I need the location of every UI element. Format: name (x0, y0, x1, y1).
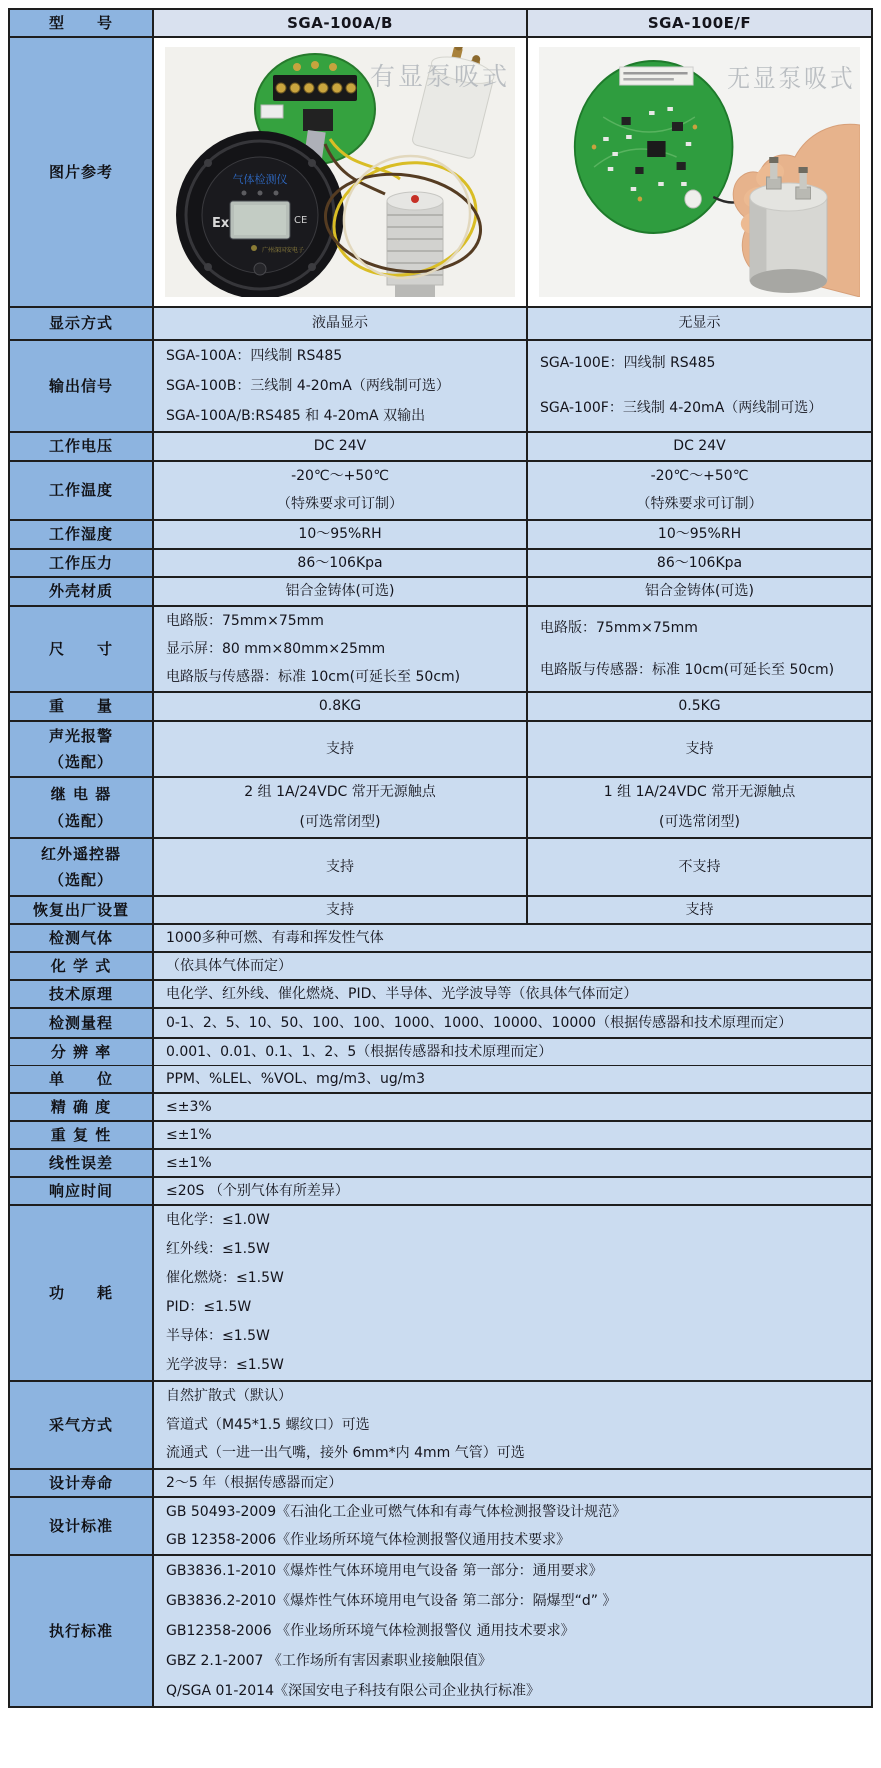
row-label-line: 重 量 (48, 697, 113, 716)
spec-cell (526, 341, 871, 431)
row-label (10, 462, 152, 519)
cell-line: 光学波导：≤1.5W (166, 1357, 284, 1374)
row-label (10, 722, 152, 776)
cell-line: 电路版：75mm×75mm (166, 612, 324, 629)
spec-row (10, 1468, 871, 1496)
sensor-illustration (387, 192, 443, 297)
row-label-line: 功 耗 (48, 1283, 113, 1302)
spec-cell (152, 1039, 871, 1065)
spec-cell (152, 521, 526, 548)
spec-table (8, 8, 873, 1708)
row-label (10, 981, 152, 1007)
spec-row (10, 776, 871, 837)
spec-cell (526, 778, 871, 837)
row-label (10, 1094, 152, 1120)
row-label-line: 继 电 器 (50, 785, 112, 804)
row-label-line: 外壳材质 (48, 582, 113, 601)
row-label (10, 778, 152, 837)
photo-label: 图片参考 (48, 162, 113, 181)
spec-cell (526, 433, 871, 460)
cell-line: (可选常闭型) (299, 813, 381, 830)
row-label (10, 1122, 152, 1148)
row-label-line: 尺 寸 (48, 639, 113, 658)
cell-line: 电路版与传感器：标准 10cm(可延长至 50cm) (540, 661, 835, 678)
cell-line: 2 组 1A/24VDC 常开无源触点 (244, 784, 436, 801)
spec-row (10, 1064, 871, 1092)
spec-cell (526, 578, 871, 605)
ce-mark-text: CE (294, 215, 308, 226)
cell-line: 铝合金铸体(可选) (645, 583, 754, 600)
row-label (10, 1178, 152, 1204)
spec-cell (152, 1094, 871, 1120)
cell-line: SGA-100E：四线制 RS485 (540, 355, 716, 372)
cell-line: 不支持 (678, 858, 721, 875)
cell-line: 红外线：≤1.5W (166, 1241, 270, 1258)
cell-line: （依具体气体而定） (166, 957, 292, 974)
spec-cell (152, 550, 526, 576)
spec-row (10, 460, 871, 519)
cell-line: PID：≤1.5W (166, 1299, 252, 1316)
model-label: 型 号 (48, 14, 113, 32)
row-label (10, 925, 152, 951)
spec-cell (152, 1206, 871, 1380)
row-label-line: 工作温度 (48, 481, 113, 500)
photo-illustration-left (165, 47, 515, 297)
spec-row (10, 339, 871, 431)
cell-line: 1000多种可燃、有毒和挥发性气体 (166, 929, 384, 946)
cell-line: ≤20S （个别气体有所差异） (166, 1182, 349, 1199)
cell-line: 2～5 年（根据传感器而定） (166, 1474, 343, 1491)
cell-line: 自然扩散式（默认） (166, 1387, 292, 1404)
cell-line: 支持 (326, 901, 354, 918)
row-label-line: 技术原理 (48, 985, 113, 1003)
cell-line: 显示屏：80 mm×80mm×25mm (166, 640, 386, 657)
spec-cell (526, 462, 871, 519)
cell-line: ≤±3% (166, 1098, 212, 1115)
cell-line: 86～106Kpa (656, 554, 743, 571)
cell-line: DC 24V (313, 438, 367, 455)
spec-cell (152, 693, 526, 720)
row-label-line: 设计标准 (48, 1516, 113, 1535)
spec-cell (526, 722, 871, 776)
row-label-line: 单 位 (48, 1070, 113, 1088)
spec-row (10, 1176, 871, 1204)
cell-line: 半导体：≤1.5W (166, 1328, 270, 1345)
row-label (10, 1039, 152, 1065)
spec-cell (526, 308, 871, 339)
cell-line: 电化学：≤1.0W (166, 1212, 270, 1229)
photo-illustration-right (539, 47, 860, 297)
spec-cell (152, 1498, 871, 1554)
spec-row (10, 519, 871, 548)
spec-row (10, 1380, 871, 1468)
row-label-line: 设计寿命 (48, 1474, 113, 1492)
spec-cell (152, 433, 526, 460)
product-photo-sga100ab (152, 38, 526, 306)
row-label-line: 显示方式 (48, 314, 113, 333)
spec-row (10, 691, 871, 720)
spec-cell (152, 953, 871, 979)
spec-cell (152, 1122, 871, 1148)
detector-title-text: 气体检测仪 (232, 173, 288, 186)
cell-line: ≤±1% (166, 1126, 212, 1143)
cell-line: GB12358-2006 《作业场所环境气体检测报警仪 通用技术要求》 (166, 1622, 575, 1639)
row-label-line: 工作湿度 (48, 525, 113, 544)
spec-cell (526, 693, 871, 720)
cell-line: (可选常闭型) (659, 813, 740, 830)
spec-row (10, 720, 871, 776)
spec-row (10, 306, 871, 339)
model-header-ab (152, 10, 526, 36)
row-label (10, 1382, 152, 1468)
model-header-ef (526, 10, 871, 36)
watermark-left: 有显泵吸式 (369, 62, 510, 91)
spec-cell (152, 462, 526, 519)
row-label-line: 声光报警 (48, 726, 113, 745)
cell-line: 86～106Kpa (297, 554, 383, 571)
spec-cell (152, 341, 526, 431)
row-label-line: 工作压力 (48, 554, 113, 572)
model-name: SGA-100E/F (647, 14, 752, 33)
spec-row (10, 1007, 871, 1037)
cell-line: 管道式（M45*1.5 螺纹口）可选 (166, 1416, 370, 1433)
spec-row (10, 1148, 871, 1176)
row-label (10, 897, 152, 923)
cell-line: 支持 (685, 901, 714, 918)
row-label-line: 重 复 性 (50, 1126, 112, 1144)
spec-cell (152, 607, 526, 691)
cell-line: 10～95%RH (657, 526, 742, 543)
spec-row (10, 895, 871, 923)
row-label (10, 341, 152, 431)
spec-row (10, 923, 871, 951)
spec-cell (152, 981, 871, 1007)
row-label-line: 输出信号 (48, 376, 113, 395)
row-label-line: 检测量程 (48, 1013, 113, 1032)
cell-line: GB 50493-2009《石油化工企业可燃气体和有毒气体检测报警设计规范》 (166, 1503, 627, 1520)
cell-line: 液晶显示 (312, 315, 368, 332)
row-label-line: 恢复出厂设置 (32, 901, 129, 919)
model-name: SGA-100A/B (287, 14, 393, 33)
spec-row (10, 1092, 871, 1120)
cell-line: SGA-100B：三线制 4-20mA（两线制可选） (166, 377, 450, 394)
cell-line: GB3836.1-2010《爆炸性气体环境用电气设备 第一部分：通用要求》 (166, 1562, 603, 1579)
cell-line: ≤±1% (166, 1154, 212, 1171)
cell-line: 0.8KG (318, 698, 362, 715)
row-label-line: （选配） (48, 871, 113, 889)
row-label (10, 1556, 152, 1706)
cell-line: DC 24V (673, 438, 726, 455)
row-label-line: 分 辨 率 (50, 1043, 112, 1061)
row-label (10, 521, 152, 548)
detector-illustration (176, 131, 344, 297)
spec-row (10, 1204, 871, 1380)
cell-line: 催化燃烧：≤1.5W (166, 1270, 284, 1287)
row-label (10, 693, 152, 720)
row-label-line: 执行标准 (48, 1621, 113, 1640)
watermark-right: 无显泵吸式 (727, 64, 856, 94)
spec-row (10, 431, 871, 460)
spec-cell (152, 578, 526, 605)
row-label (10, 550, 152, 576)
row-label (10, 1498, 152, 1554)
product-photo-sga100ef (526, 38, 871, 306)
row-label (10, 1150, 152, 1176)
spec-row (10, 1037, 871, 1064)
cell-line: 无显示 (678, 315, 721, 332)
row-label (10, 1470, 152, 1496)
photo-row (10, 36, 871, 306)
cell-line: （特殊要求可订制） (277, 496, 403, 513)
spec-cell (152, 1009, 871, 1037)
cell-line: -20℃～+50℃ (650, 467, 749, 484)
row-label (10, 839, 152, 895)
row-label-line: （选配） (48, 753, 113, 771)
spec-cell (152, 1382, 871, 1468)
cell-line: 10～95%RH (298, 526, 382, 543)
cell-line: 支持 (685, 740, 714, 757)
row-label (10, 607, 152, 691)
spec-cell (152, 722, 526, 776)
spec-cell (152, 1556, 871, 1706)
cell-line: -20℃～+50℃ (291, 467, 389, 484)
cell-line: 流通式（一进一出气嘴，接外 6mm*内 4mm 气管）可选 (166, 1445, 525, 1462)
spec-row (10, 576, 871, 605)
model-label-cell (10, 10, 152, 36)
row-label-line: 采气方式 (48, 1415, 113, 1434)
cell-line: 电化学、红外线、催化燃烧、PID、半导体、光学波导等（依具体气体而定） (166, 985, 638, 1002)
spec-cell (152, 1178, 871, 1204)
row-label (10, 1206, 152, 1380)
cell-line: 0.5KG (678, 698, 721, 715)
row-label-line: 工作电压 (48, 437, 113, 456)
spec-row (10, 951, 871, 979)
spec-cell (152, 1470, 871, 1496)
row-label (10, 308, 152, 339)
row-label (10, 953, 152, 979)
ex-mark-text: Ex (212, 216, 230, 231)
header-row (10, 10, 871, 36)
spec-row (10, 837, 871, 895)
cell-line: （特殊要求可订制） (636, 496, 763, 513)
cell-line: SGA-100F：三线制 4-20mA（两线制可选） (540, 400, 823, 417)
spec-cell (152, 308, 526, 339)
spec-cell (152, 778, 526, 837)
row-label-line: 精 确 度 (50, 1098, 112, 1116)
spec-cell (152, 1066, 871, 1092)
cell-line: 电路版与传感器：标准 10cm(可延长至 50cm) (166, 668, 461, 685)
spec-cell (526, 897, 871, 923)
cell-line: Q/SGA 01-2014《深国安电子科技有限公司企业执行标准》 (166, 1682, 540, 1699)
pcb-illustration (575, 61, 733, 233)
row-label (10, 433, 152, 460)
spec-cell (526, 521, 871, 548)
spec-cell (152, 1150, 871, 1176)
cell-line: 支持 (326, 740, 354, 757)
row-label (10, 1066, 152, 1092)
brand-text: 广州深国安电子 (262, 247, 305, 254)
cell-line: GB 12358-2006《作业场所环境气体检测报警仪通用技术要求》 (166, 1531, 571, 1548)
spec-cell (152, 839, 526, 895)
spec-row (10, 1554, 871, 1706)
cell-line: 0.001、0.01、0.1、1、2、5（根据传感器和技术原理而定） (166, 1043, 553, 1060)
cell-line: 支持 (326, 858, 354, 875)
cell-line: 铝合金铸体(可选) (285, 583, 395, 600)
spec-cell (152, 925, 871, 951)
spec-row (10, 1120, 871, 1148)
spec-row (10, 979, 871, 1007)
cell-line: GBZ 2.1-2007 《工作场所有害因素职业接触限值》 (166, 1652, 492, 1669)
cell-line: GB3836.2-2010《爆炸性气体环境用电气设备 第二部分：隔爆型“d” 》 (166, 1592, 617, 1609)
spec-row (10, 605, 871, 691)
cell-line: 电路版：75mm×75mm (540, 619, 698, 636)
cell-line: SGA-100A/B:RS485 和 4-20mA 双输出 (166, 407, 426, 424)
cell-line: 0-1、2、5、10、50、100、100、1000、1000、10000、10000（根据传感器和技术原理而定） (166, 1014, 793, 1031)
row-label-line: 线性误差 (48, 1154, 113, 1172)
row-label-line: 红外遥控器 (40, 844, 121, 863)
row-label (10, 578, 152, 605)
photo-label-cell (10, 38, 152, 306)
spec-row (10, 548, 871, 576)
spec-cell (526, 550, 871, 576)
row-label-line: （选配） (48, 811, 113, 830)
cell-line: 1 组 1A/24VDC 常开无源触点 (603, 784, 796, 801)
row-label (10, 1009, 152, 1037)
spec-cell (526, 839, 871, 895)
spec-row (10, 1496, 871, 1554)
cell-line: SGA-100A：四线制 RS485 (166, 347, 343, 364)
cell-line: PPM、%LEL、%VOL、mg/m3、ug/m3 (166, 1070, 425, 1087)
spec-cell (526, 607, 871, 691)
spec-cell (152, 897, 526, 923)
row-label-line: 响应时间 (48, 1182, 113, 1200)
row-label-line: 检测气体 (48, 929, 113, 947)
row-label-line: 化 学 式 (50, 957, 112, 975)
